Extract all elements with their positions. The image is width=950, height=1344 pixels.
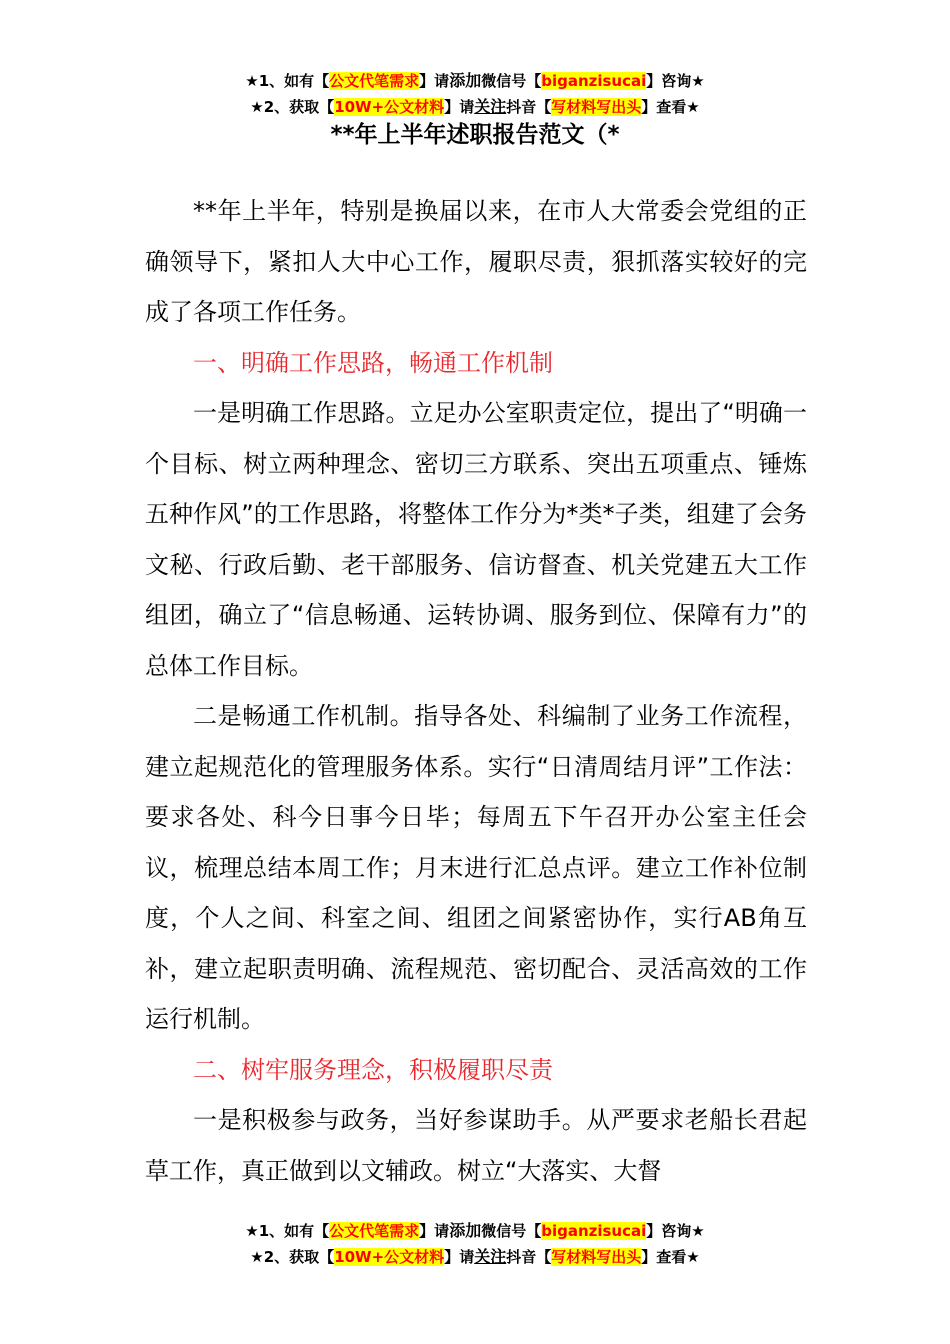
banner-line-1 [0, 68, 950, 94]
document-body [145, 186, 807, 1196]
wechat-id-tag: biganzisucai [541, 1222, 647, 1240]
emphasis-word: 添加 [449, 71, 482, 90]
body-paragraph: 二是畅通工作机制。指导各处、科编制了业务工作流程，建立起规范化的管理服务体系。实行“日清周结月评”工作法：要求各处、科今日事今日毕；每周五下午召开办公室主任会议，梳理总结本周工作；月末进行汇总点评。建立工作补位制度，个人之间、科室之间、组团之间紧密协作，实行AB角互补，建立起职责明确、流程规范、密切配合、灵活高效的工作运行机制。 [145, 702, 807, 1033]
banner-text: 微信号【 [481, 1222, 542, 1240]
emphasis-word: 关注 [474, 1247, 507, 1266]
body-paragraph: 一是明确工作思路。立足办公室职责定位，提出了“明确一个目标、树立两种理念、密切三方联系、突出五项重点、锤炼五种作风”的工作思路，将整体工作分为*类*子类，组建了会务文秘、行政后勤、老干部服务、信访督查、机关党建五大工作组团，确立了“信息畅通、运转协调、服务到位、保障有力”的总体工作目标。 [145, 399, 807, 680]
banner-text: 】查看★ [641, 98, 700, 116]
banner-text: 】请 [419, 72, 450, 90]
banner-line-2 [0, 94, 950, 120]
bottom-banner [0, 1218, 950, 1270]
highlight-tag: 10W+公文材料 [334, 98, 445, 116]
body-paragraph: 一是积极参与政务，当好参谋助手。从严要求老船长君起草工作，真正做到以文辅政。树立“大落实、大督 [145, 1106, 807, 1185]
banner-line-2 [0, 1244, 950, 1270]
emphasis-word: 关注 [474, 97, 507, 116]
banner-text: 】咨询★ [646, 1222, 705, 1240]
document-title: **年上半年述职报告范文（* [330, 122, 620, 148]
banner-text: 】请 [419, 1222, 450, 1240]
banner-text: 】请 [444, 98, 475, 116]
banner-text: 】查看★ [641, 1248, 700, 1266]
highlight-tag: 公文代笔需求 [329, 1222, 420, 1240]
banner-text: ★1、如有【 [245, 72, 330, 90]
banner-text: ★1、如有【 [245, 1222, 330, 1240]
body-paragraph: **年上半年，特别是换届以来，在市人大常委会党组的正确领导下，紧扣人大中心工作，履职尽责，狠抓落实较好的完成了各项工作任务。 [145, 197, 807, 326]
highlight-tag: 10W+公文材料 [334, 1248, 445, 1266]
wechat-id-tag: biganzisucai [541, 72, 647, 90]
banner-text: 】请 [444, 1248, 475, 1266]
banner-line-1 [0, 1218, 950, 1244]
banner-text: ★2、获取【 [250, 1248, 335, 1266]
banner-text: 抖音【 [506, 98, 552, 116]
banner-text: 微信号【 [481, 72, 542, 90]
top-banner [0, 68, 950, 120]
banner-text: ★2、获取【 [250, 98, 335, 116]
banner-text: 抖音【 [506, 1248, 552, 1266]
emphasis-word: 添加 [449, 1221, 482, 1240]
douyin-id-tag: 写材料写出头 [551, 1248, 642, 1266]
douyin-id-tag: 写材料写出头 [551, 98, 642, 116]
section-heading: 二、树牢服务理念，积极履职尽责 [193, 1055, 553, 1084]
banner-text: 】咨询★ [646, 72, 705, 90]
highlight-tag: 公文代笔需求 [329, 72, 420, 90]
section-heading: 一、明确工作思路，畅通工作机制 [193, 348, 553, 377]
